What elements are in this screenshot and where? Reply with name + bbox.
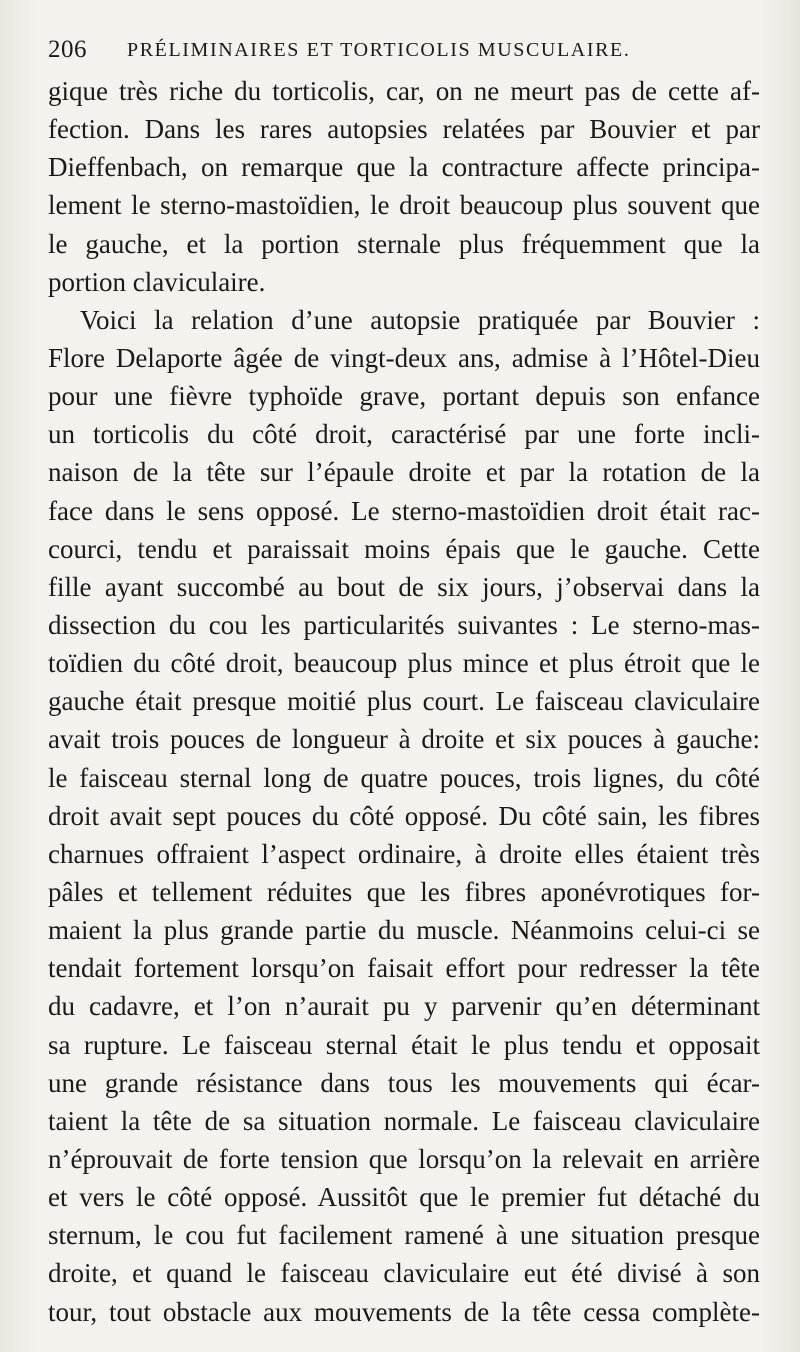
text-line: charnues offraient l’aspect ordinaire, à droite elles étaient très bbox=[48, 838, 760, 869]
text-line: le gauche, et la portion sternale plus fréquemment que la bbox=[48, 228, 760, 259]
running-head: PRÉLIMINAIRES ET TORTICOLIS MUSCULAIRE. bbox=[127, 38, 631, 61]
text-line: sa rupture. Le faisceau sternal était le plus tendu et opposait bbox=[48, 1029, 760, 1060]
text-line: tendait fortement lorsqu’on faisait effort pour redresser la tête bbox=[48, 953, 760, 984]
text-line: gique très riche du torticolis, car, on ne meurt pas de cette af- bbox=[48, 76, 760, 106]
text-line: portion claviculaire. bbox=[48, 266, 266, 297]
text-line: du cadavre, et l’on n’aurait pu y parvenir qu’en déterminant bbox=[48, 991, 760, 1022]
text-line: une grande résistance dans tous les mouvements qui écar- bbox=[48, 1067, 760, 1098]
text-line: fille ayant succombé au bout de six jours, j’observai dans la bbox=[48, 571, 760, 602]
text-line: maient la plus grande partie du muscle. Néanmoins celui-ci se bbox=[48, 915, 760, 946]
text-line: lement le sterno-mastoïdien, le droit beaucoup plus souvent que bbox=[48, 190, 760, 221]
text-line: un torticolis du côté droit, caractérisé par une forte incli- bbox=[48, 419, 760, 450]
text-line: courci, tendu et paraissait moins épais que le gauche. Cette bbox=[48, 533, 760, 564]
text-line: naison de la tête sur l’épaule droite et par la rotation de la bbox=[48, 457, 760, 488]
text-line: taient la tête de sa situation normale. Le faisceau claviculaire bbox=[48, 1105, 760, 1136]
text-line: sternum, le cou fut facilement ramené à une situation presque bbox=[48, 1220, 760, 1251]
text-line: avait trois pouces de longueur à droite et six pouces à gauche: bbox=[48, 724, 760, 755]
text-line: Dieffenbach, on remarque que la contracture affecte principa- bbox=[48, 152, 760, 183]
text-line: toïdien du côté droit, beaucoup plus mince et plus étroit que le bbox=[48, 648, 760, 679]
text-line: Flore Delaporte âgée de vingt-deux ans, admise à l’Hôtel-Dieu bbox=[48, 342, 760, 373]
text-line: le faisceau sternal long de quatre pouces, trois lignes, du côté bbox=[48, 762, 760, 793]
text-line: dissection du cou les particularités suivantes : Le sterno-mas- bbox=[48, 609, 760, 640]
text-line: pour une fièvre typhoïde grave, portant depuis son enfance bbox=[48, 381, 760, 412]
text-line: Voici la relation d’une autopsie pratiquée par Bouvier : bbox=[80, 304, 760, 335]
page-header bbox=[48, 30, 760, 70]
body-text bbox=[48, 72, 760, 1331]
text-line: et vers le côté opposé. Aussitôt que le premier fut détaché du bbox=[48, 1182, 760, 1213]
text-line: fection. Dans les rares autopsies relatées par Bouvier et par bbox=[48, 114, 760, 145]
page-number: 206 bbox=[48, 36, 87, 63]
text-line: tour, tout obstacle aux mouvements de la tête cessa complète- bbox=[48, 1296, 760, 1327]
text-line: face dans le sens opposé. Le sterno-mastoïdien droit était rac- bbox=[48, 495, 760, 526]
text-line: n’éprouvait de forte tension que lorsqu’on la relevait en arrière bbox=[48, 1143, 760, 1174]
text-line: gauche était presque moitié plus court. Le faisceau claviculaire bbox=[48, 686, 760, 717]
text-line: droit avait sept pouces du côté opposé. Du côté sain, les fibres bbox=[48, 800, 760, 831]
text-line: pâles et tellement réduites que les fibres aponévrotiques for- bbox=[48, 876, 760, 907]
text-line: droite, et quand le faisceau claviculaire eut été divisé à son bbox=[48, 1258, 760, 1289]
